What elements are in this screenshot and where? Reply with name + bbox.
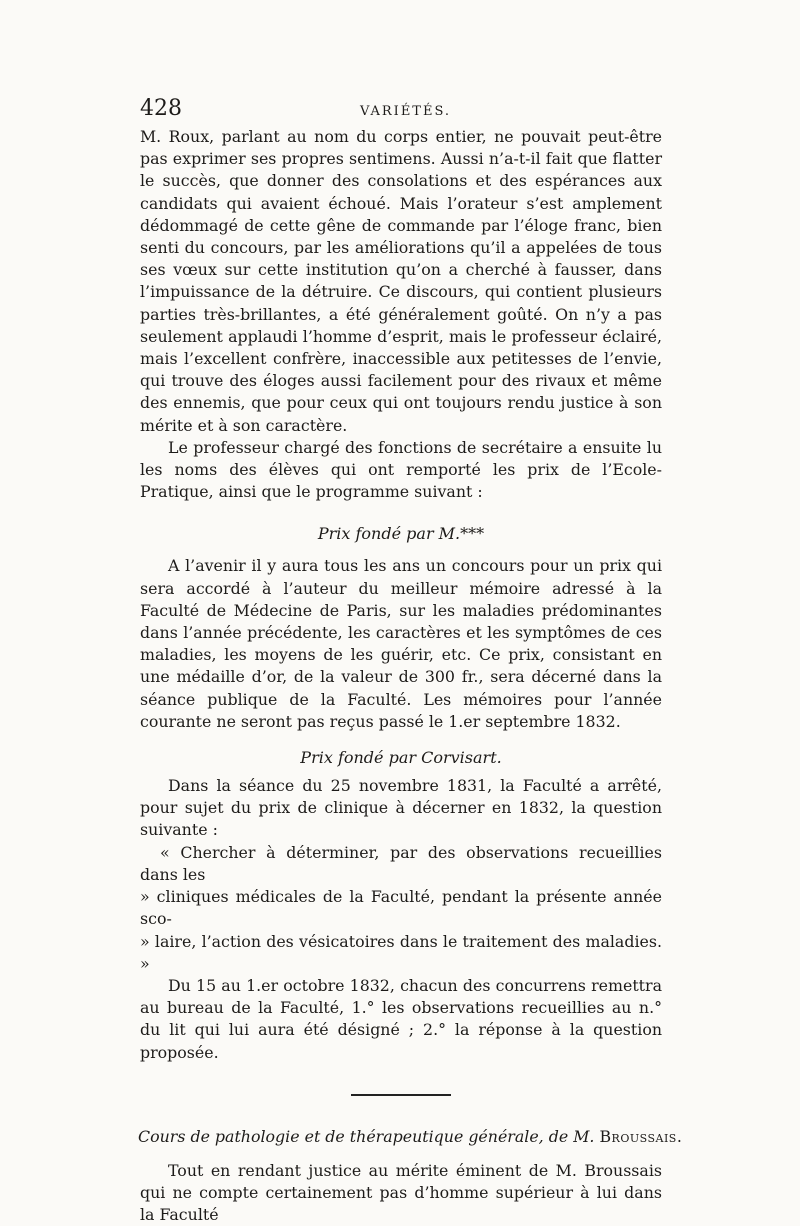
cours-title-text: Cours de pathologie et de thérapeutique générale, de M. (138, 1126, 595, 1146)
paragraph-dates: Du 15 au 1.er octobre 1832, chacun des concurrens remettra au bureau de la Faculté, 1.° les observations recueillies au n.° du lit qui lui aura été désigné ; 2.° la réponse à la question proposée. (140, 975, 662, 1062)
section-title-cours (138, 1126, 683, 1148)
paragraph-roux: M. Roux, parlant au nom du corps entier, ne pouvait peut-être pas exprimer ses propres sentimens. Aussi n’a-t-il fait que flatter le succès, que donner des consolations et des espérances aux candidats qui avaient échoué. Mais l’orateur s’est amplement dédommagé de cette gêne de commande par l’éloge franc, bien senti du concours, par les améliorations qu’il a appelées de tous ses vœux sur cette institution qu’on a cherché à fausser, dans l’impuissance de la détruire. Ce discours, qui contient plusieurs parties très-brillantes, a été généralement goûté. On n’y a pas seulement applaudi l’homme d’esprit, mais le professeur éclairé, mais l’excellent confrère, inaccessible aux petitesses de l’envie, qui trouve des éloges aussi facilement pour des rivaux et même des ennemis, que pour ceux qui ont toujours rendu justice à son mérite et à son caractère. (140, 127, 662, 435)
quote-line-3: » laire, l’action des vésicatoires dans le traitement des maladies. » (140, 931, 662, 973)
book-page (138, 96, 683, 1226)
paragraph-broussais: Tout en rendant justice au mérite éminent de M. Broussais qui ne compte certainement pas d’homme supérieur à lui dans la Faculté (140, 1160, 662, 1225)
heading-prix-corvisart: Prix fondé par Corvisart. (300, 748, 502, 768)
paragraph-secretaire: Le professeur chargé des fonctions de secrétaire a ensuite lu les noms des élèves qui ont remporté les prix de l’Ecole-Pratique, ainsi que le programme suivant : (140, 437, 662, 502)
quoted-question (140, 842, 662, 975)
paragraph-prix-mr: A l’avenir il y aura tous les ans un concours pour un prix qui sera accordé à l’auteur du meilleur mémoire adressé à la Faculté de Médecine de Paris, sur les maladies prédominantes dans l’année précédente, les caractères et les symptômes de ces maladies, les moyens de les guérir, etc. Ce prix, consistant en une médaille d’or, de la valeur de 300 fr., sera décerné dans la séance publique de la Faculté. Les mémoires pour l’année courante ne seront pas reçus passé le 1.er septembre 1832. (140, 556, 662, 731)
running-title: VARIÉTÉS. (360, 104, 452, 119)
paragraph-corvisart: Dans la séance du 25 novembre 1831, la Faculté a arrêté, pour sujet du prix de clinique à décerner en 1832, la question suivante : (140, 776, 662, 840)
heading-prix-mr: Prix fondé par M.*** (317, 524, 485, 544)
page-header (140, 96, 662, 124)
page-number: 428 (140, 96, 182, 121)
cours-author: Broussais. (599, 1126, 683, 1146)
quote-line-1: « Chercher à déterminer, par des observations recueillies dans les (140, 842, 662, 884)
quote-line-2: » cliniques médicales de la Faculté, pendant la présente année sco- (140, 887, 662, 929)
section-divider (351, 1094, 451, 1096)
